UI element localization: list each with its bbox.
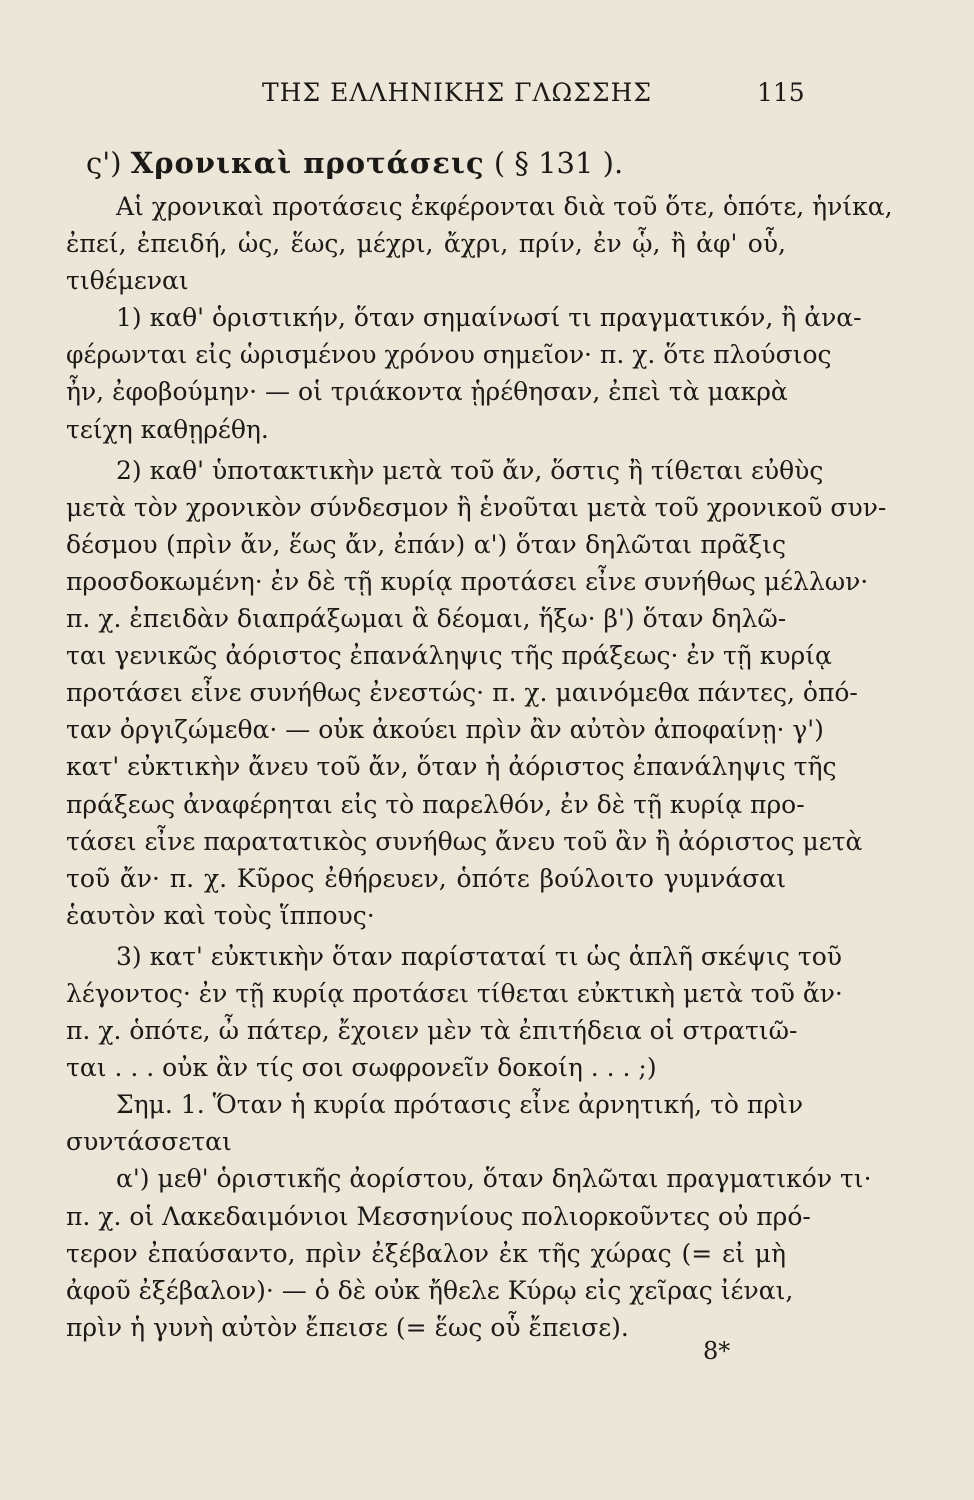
page-header (0, 78, 974, 118)
text-line: πρὶν ἡ γυνὴ αὐτὸν ἔπεισε (= ἕως οὗ ἔπεισε). (66, 1312, 629, 1342)
section-label: ς') (86, 146, 122, 180)
section-heading (86, 146, 786, 180)
text-line: λέγοντος· ἐν τῇ κυρίᾳ προτάσει τίθεται εὐκτικὴ μετὰ τοῦ ἄν· (66, 978, 843, 1008)
page-number: 115 (757, 78, 805, 107)
text-line: ἦν, ἐφοβούμην· — οἱ τριάκοντα ᾑρέθησαν, ἐπεὶ τὰ μακρὰ (66, 377, 788, 407)
text-line: ἀφοῦ ἐξέβαλον)· — ὁ δὲ οὐκ ἤθελε Κύρῳ εἰς χεῖρας ἰέναι, (66, 1275, 794, 1305)
text-line: 1) καθ' ὁριστικήν, ὅταν σημαίνωσί τι πραγματικόν, ἢ ἀνα- (116, 303, 862, 333)
paragraph-rule-2 (66, 452, 887, 934)
text-line: π. χ. ἐπειδὰν διαπράξωμαι ἃ δέομαι, ἥξω· β') ὅταν δηλῶ- (66, 604, 787, 634)
text-line: μετὰ τὸν χρονικὸν σύνδεσμον ἢ ἑνοῦται μετὰ τοῦ χρονικοῦ συν- (66, 492, 887, 522)
text-line: συντάσσεται (66, 1127, 232, 1157)
text-line: τείχη καθῃρέθη. (66, 414, 269, 444)
text-line: ται . . . οὐκ ἂν τίς σοι σωφρονεῖν δοκοίη . . . ;) (66, 1053, 657, 1083)
text-line: τερον ἐπαύσαντο, πρὶν ἐξέβαλον ἐκ τῆς χώρας (= εἰ μὴ (66, 1238, 786, 1268)
text-line: ἑαυτὸν καὶ τοὺς ἵππους· (66, 900, 375, 930)
text-line: 2) καθ' ὑποτακτικὴν μετὰ τοῦ ἄν, ὅστις ἢ τίθεται εὐθὺς (116, 455, 824, 485)
paragraph-rule-3 (66, 938, 843, 1086)
text-line: προτάσει εἶνε συνήθως ἐνεστώς· π. χ. μαινόμεθα πάντες, ὁπό- (66, 678, 858, 708)
text-line: α') μεθ' ὁριστικῆς ἀορίστου, ὅταν δηλῶται πραγματικόν τι· (116, 1164, 872, 1194)
text-line: φέρωνται εἰς ὡρισμένου χρόνου σημεῖον· π. χ. ὅτε πλούσιος (66, 340, 832, 370)
text-line: ἐπεί, ἐπειδή, ὡς, ἕως, μέχρι, ἄχρι, πρίν, ἐν ᾧ, ἢ ἀφ' οὗ, (66, 229, 786, 259)
paragraph-rule-1 (66, 299, 862, 447)
paragraph-note-a (66, 1160, 872, 1345)
running-head: ΤΗΣ ΕΛΛΗΝΙΚΗΣ ΓΛΩΣΣΗΣ (262, 78, 653, 107)
text-line: προσδοκωμένη· ἐν δὲ τῇ κυρίᾳ προτάσει εἶνε συνήθως μέλλων· (66, 566, 869, 596)
text-line: π. χ. ὁπότε, ὦ πάτερ, ἔχοιεν μὲν τὰ ἐπιτήδεια οἱ στρατιῶ- (66, 1016, 798, 1046)
text-line: δέσμου (πρὶν ἄν, ἕως ἄν, ἐπάν) α') ὅταν δηλῶται πρᾶξις (66, 529, 786, 559)
text-line: πράξεως ἀναφέρηται εἰς τὸ παρελθόν, ἐν δὲ τῇ κυρίᾳ προ- (66, 789, 805, 819)
text-line: τοῦ ἄν· π. χ. Κῦρος ἐθήρευεν, ὁπότε βούλοιτο γυμνάσαι (66, 863, 786, 893)
section-reference: ( § 131 ). (493, 146, 624, 180)
signature-mark: 8* (703, 1337, 731, 1365)
text-line: Αἱ χρονικαὶ προτάσεις ἐκφέρονται διὰ τοῦ ὅτε, ὁπότε, ἡνίκα, (116, 192, 893, 221)
paragraph-intro (66, 188, 893, 299)
paragraph-note (66, 1086, 804, 1160)
body-text (66, 188, 893, 1346)
text-line: κατ' εὐκτικὴν ἄνευ τοῦ ἄν, ὅταν ἡ ἀόριστος ἐπανάληψις τῆς (66, 752, 837, 782)
text-line: τάσει εἶνε παρατατικὸς συνήθως ἄνευ τοῦ ἂν ἢ ἀόριστος μετὰ (66, 826, 863, 856)
text-line: τιθέμεναι (66, 266, 189, 296)
text-line: 3) κατ' εὐκτικὴν ὅταν παρίσταταί τι ὡς ἁπλῆ σκέψις τοῦ (116, 941, 842, 971)
text-line: ταν ὀργιζώμεθα· — οὐκ ἀκούει πρὶν ἂν αὐτὸν ἀποφαίνῃ· γ') (66, 715, 824, 745)
text-line: Σημ. 1. Ὅταν ἡ κυρία πρότασις εἶνε ἀρνητική, τὸ πρὶν (116, 1090, 804, 1120)
section-title: Χρονικαὶ προτάσεις (130, 146, 485, 180)
text-line: π. χ. οἱ Λακεδαιμόνιοι Μεσσηνίους πολιορκοῦντες οὐ πρό- (66, 1201, 811, 1231)
text-line: ται γενικῶς ἀόριστος ἐπανάληψις τῆς πράξεως· ἐν τῇ κυρίᾳ (66, 641, 832, 671)
